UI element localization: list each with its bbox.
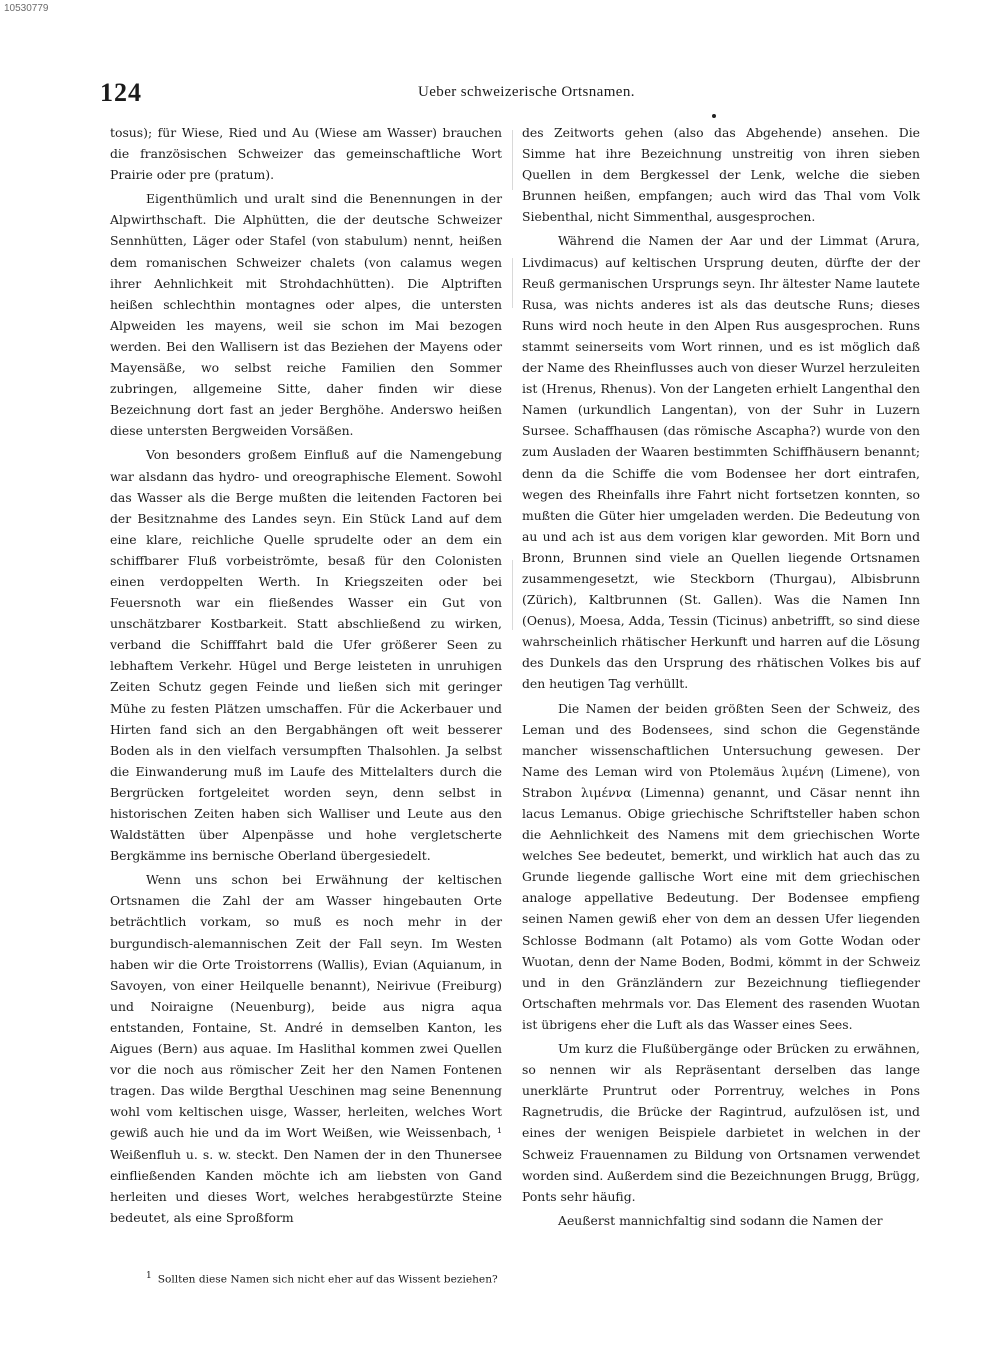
paragraph: Um kurz die Flußübergänge oder Brücken zu erwähnen, so nennen wir als Repräsentant derselben das lange unerklärte Pruntrut oder Porrentruy, welches in Pons Ragnetrudis, die Brücke der Ragintrud, aufzulösen ist, und eines der wenigen Beispiele darbietet in welchen in der Schweiz Frauennamen zu Bildung von Ortsnamen verwendet worden sind. Außerdem sind die Bezeichnungen Brugg, Brügg, Ponts sehr häufig. [522,1041,920,1204]
paragraph: Wenn uns schon bei Erwähnung der keltischen Ortsnamen die Zahl der am Wasser hingebauten Orte beträchtlich vorkam, so muß es noch mehr in der burgundisch-alemannischen Zeit der Fall seyn. Im Westen haben wir die Orte Troistorrens (Wallis), Evian (Aquianum, in Savoyen, von einer Heilquelle benannt), Neirivue (Freiburg) und Noiraigne (Neuenburg), beide aus nigra aqua entstanden, Fontaine, St. André in demselben Kanton, les Aigues (Bern) aus aquae. Im Haslithal kommen zwei Quellen vor die noch aus römischer Zeit her den Namen Fontenen tragen. Das wilde Bergthal Ueschinen mag seine Benennung wohl vom keltischen uisge, Wasser, herleiten, welches Wort gewiß auch hie und da im Wort Weißen, wie Weissenbach, ¹ Weißenfluh u. s. w. steckt. Den Namen der in den Thunersee einfließenden Kanden möchte ich am liebsten von Gand herleiten und dieses Wort, welches herabgestürzte Steine bedeutet, als eine Sproßform [110,872,502,1225]
footnote-marker: 1 [146,1271,152,1281]
right-column [522,122,920,1231]
paragraph: tosus); für Wiese, Ried und Au (Wiese am Wasser) brauchen die französischen Schweizer das gemeinschaftliche Wort Prairie oder pre (pratum). [110,125,502,183]
column-rule [512,560,513,630]
scan-id: 10530779 [4,3,49,14]
paragraph: Eigenthümlich und uralt sind die Benennungen in der Alpwirthschaft. Die Alphütten, die der deutsche Schweizer Sennhütten, Läger oder Stafel (von stabulum) nennt, heißen dem romanischen Schweizer chalets (von calamus wegen ihrer Aehnlichkeit mit Strohdachhütten). Die Alptriften heißen schlechthin montagnes oder alpes, die untersten Alpweiden les mayens, weil sie schon im Mai bezogen werden. Bei den Wallisern ist das Beziehen der Mayens oder Mayensäße, wo selbst reiche Familien den Sommer zubringen, allgemeine Sitte, daher finden wir diese Bezeichnung dort fast an jeder Berghöhe. Anderswo heißen diese untersten Bergweiden Vorsäßen. [110,191,502,439]
column-rule [512,130,513,190]
column-rule [512,258,513,308]
page-number: 124 [100,78,142,107]
paragraph: Während die Namen der Aar und der Limmat (Arura, Livdimacus) auf keltischen Ursprung deuten, dürfte der der Reuß germanischen Ursprungs seyn. Ihr ältester Name lautete Rusa, was nichts anderes ist als das deutsche Runs; dieses Runs wird noch heute in den Alpen Rus ausgesprochen. Runs stammt seinerseits vom Wort rinnen, und es ist möglich daß der Name des Rheinflusses auch von dieser Wurzel herzuleiten ist (Hrenus, Rhenus). Von der Langeten erhielt Langenthal den Namen (urkundlich Langentan), von der Suhr in Luzern Sursee. Schaffhausen (das römische Ascapha?) wurde von den zum Ausladen der Waaren bestimmten Schiffhäusern benannt; denn da die Schiffe die vom Bodensee her dort eintrafen, wegen des Rheinfalls ihre Fahrt nicht fortsetzen konnten, so mußten die Güter hier umgeladen werden. Die Bedeutung von au und ach ist aus dem vorigen klar geworden. Mit Born und Bronn, Brunnen sind viele an Quellen liegende Ortsnamen zusammengesetzt, wie Steckborn (Thurgau), Albisbrunn (Zürich), Kaltbrunnen (St. Gallen). Was die Namen Inn (Oenus), Moesa, Adda, Tessin (Ticinus) anbetrifft, so sind diese wahrscheinlich rhätischer Herkunft und harren auf die Lösung des Dunkels das den Ursprung des rhätischen Volkes bis auf den heutigen Tag verhüllt. [522,233,920,692]
printer-dot [712,114,716,118]
running-title: Ueber schweizerische Ortsnamen. [418,84,635,100]
paragraph: Aeußerst mannichfaltig sind sodann die Namen der [558,1212,883,1228]
footnote [146,1268,516,1288]
paragraph: Von besonders großem Einfluß auf die Namengebung war alsdann das hydro- und oreographische Element. Sowohl das Wasser als die Berge mußten die leitenden Factoren bei der Besitznahme des Landes seyn. Ein Stück Land auf dem eine klare, reichliche Quelle sprudelte oder an dem ein schiffbarer Fluß vorbeiströmte, besaß für den Colonisten einen verdoppelten Werth. In Kriegszeiten oder bei Feuersnoth war ein fließendes Wasser ein Gut von unschätzbarer Kostbarkeit. Statt abschließend zu wirken, verband die Schifffahrt bald die Ufer größerer Seen zu lebhaftem Verkehr. Hügel und Berge leisteten in unruhigen Zeiten Schutz gegen Feinde und ließen sich mit geringer Mühe zu festen Plätzen umschaffen. Für die Ackerbauer und Hirten fand sich an den Bergabhängen oft weit besserer Boden als in den vielfach versumpften Thalsohlen. Ja selbst die Einwanderung muß im Laufe des Mittelalters durch die Bergrücken fortgeleitet worden seyn, denn selbst in historischen Zeiten haben sich Walliser und Leute aus den Waldstätten über Alpenpässe und hohe vergletscherte Bergkämme ins bernische Oberland übergesiedelt. [110,447,502,864]
paragraph: Die Namen der beiden größten Seen der Schweiz, des Leman und des Bodensees, sind schon die Gegenstände mancher wissenschaftlichen Untersuchung gewesen. Der Name des Leman wird von Ptolemäus λιμένη (Limene), von Strabon λιμέννα (Limenna) genannt, und Cäsar nennt ihn lacus Lemanus. Obige griechische Schriftsteller haben schon die Aehnlichkeit des Namens mit dem griechischen Worte welches See bedeutet, bemerkt, und wirklich hat auch das zu Grunde liegende gallische Wort eine mit dem griechischen analoge appellative Bedeutung. Der Bodensee empfieng seinen Namen gewiß eher von dem an dessen Ufer liegenden Schlosse Bodmann (alt Potamo) als vom Gotte Wodan oder Wuotan, denn der Name Boden, Bodmi, kömmt in der Schweiz und in den Gränzländern zur Bezeichnung tiefliegender Ortschaften mehrmals vor. Das Element des rasenden Wuotan ist übrigens eher die Luft als das Wasser eines Sees. [522,700,920,1032]
paragraph: des Zeitworts gehen (also das Abgehende) ansehen. Die Simme hat ihre Bezeichnung unstreitig von ihren sieben Quellen in dem Bergkessel der Lenk, welche die sieben Brunnen heißen, empfangen; auch wird das Thal vom Volk Siebenthal, nicht Simmenthal, ausgesprochen. [522,125,920,225]
left-column [110,122,502,1228]
footnote-text: Sollten diese Namen sich nicht eher auf das Wissent beziehen? [157,1273,498,1286]
